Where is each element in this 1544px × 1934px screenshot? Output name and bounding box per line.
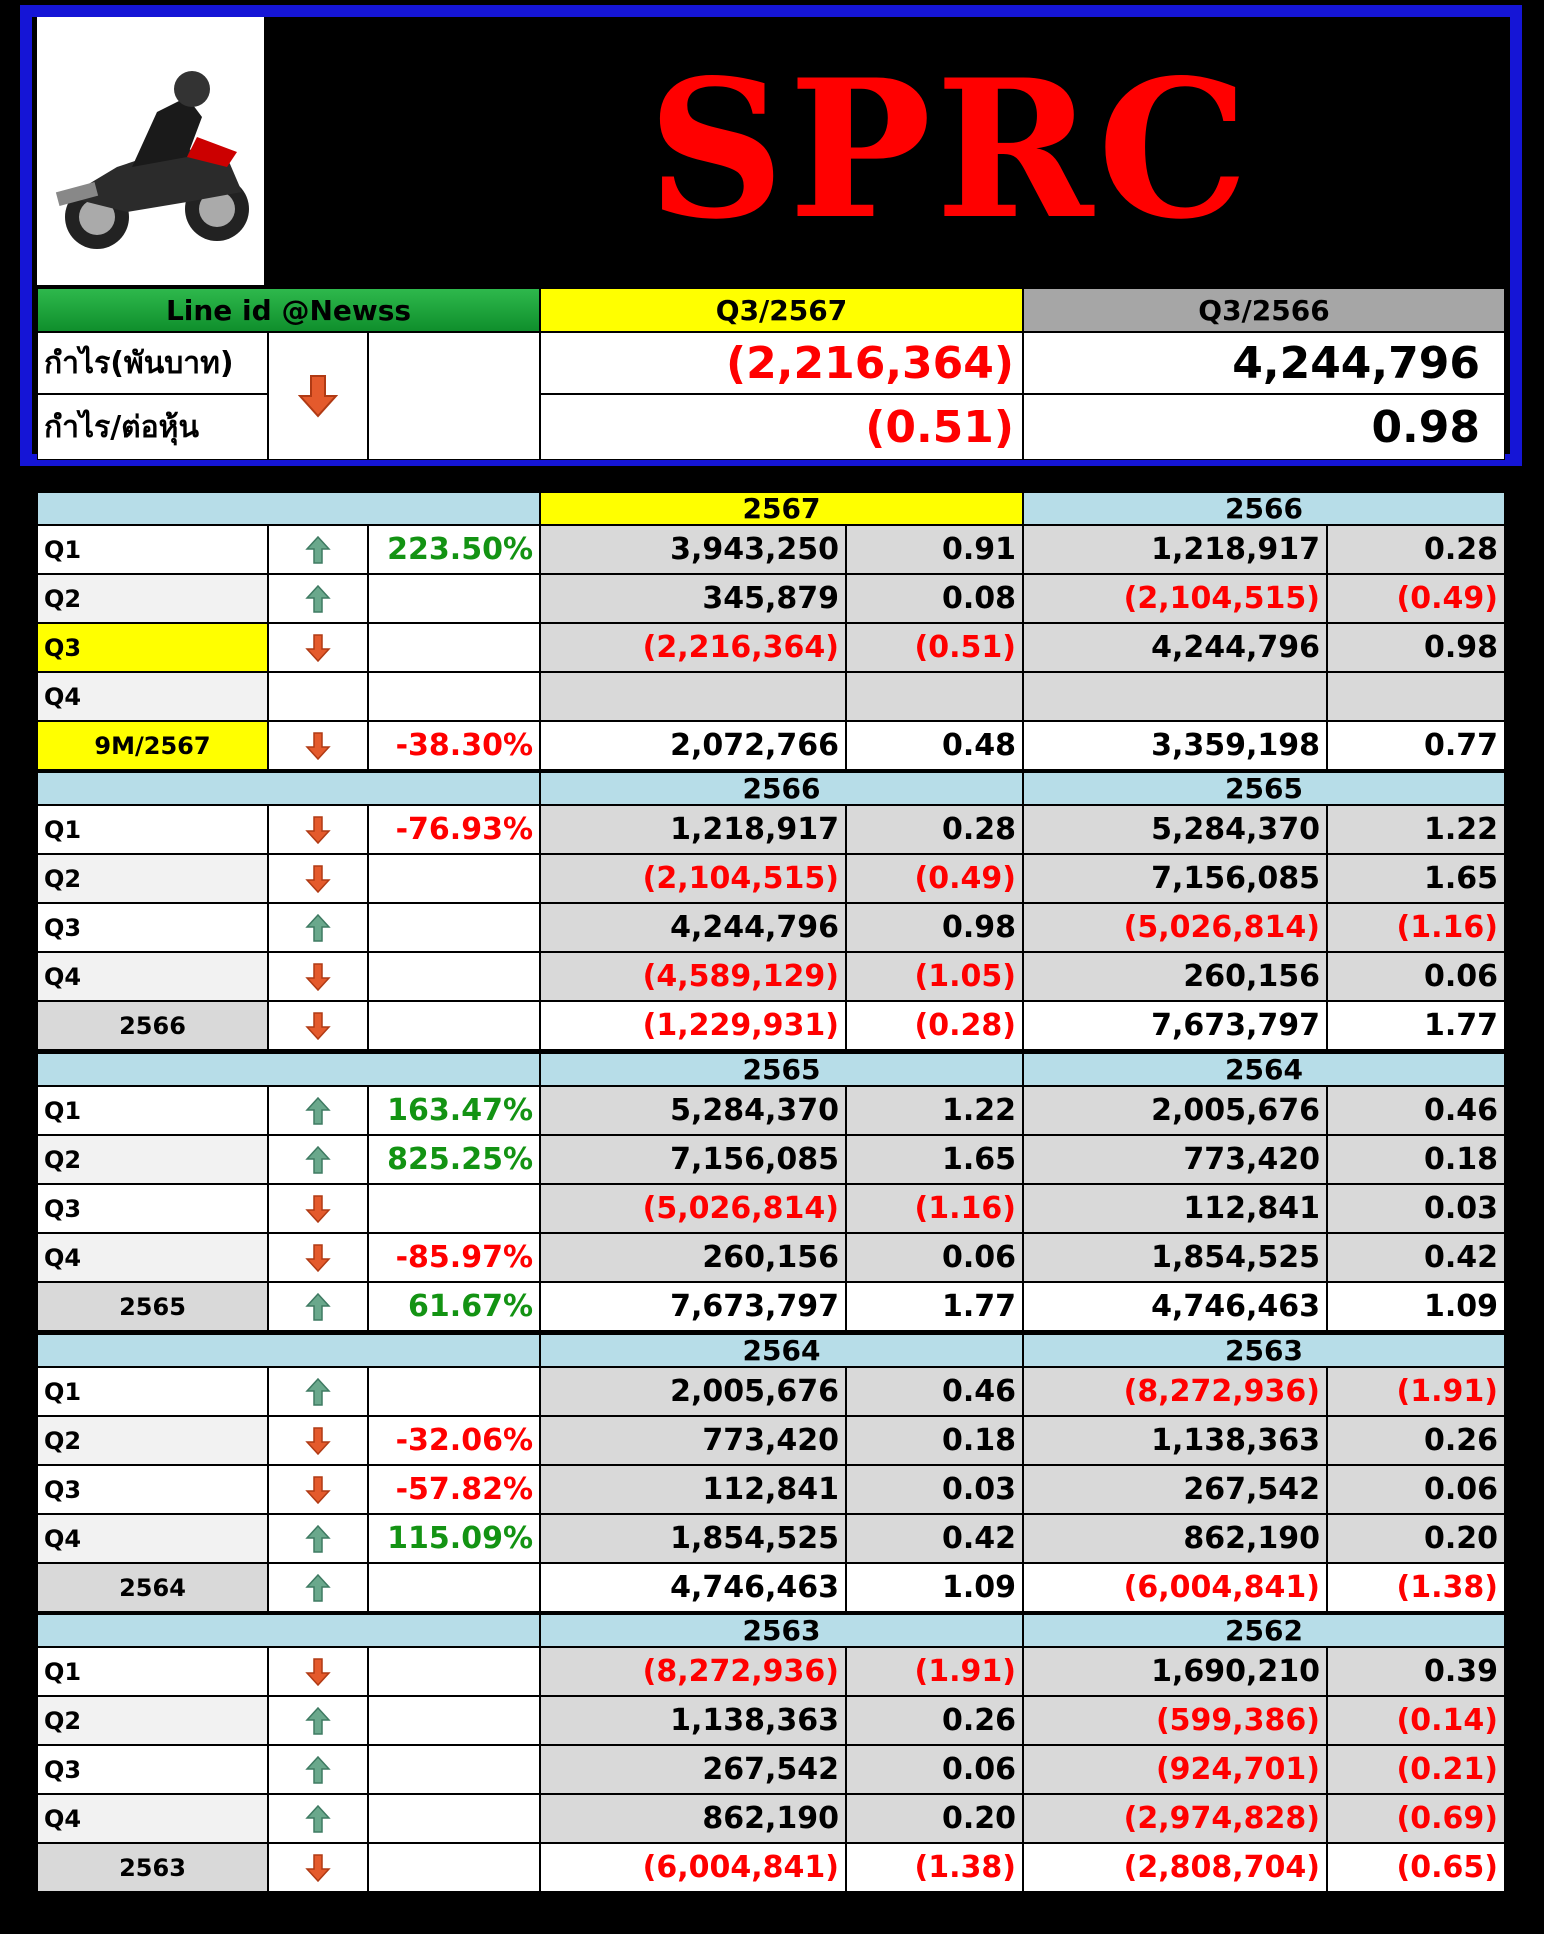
- profit-a: (2,216,364): [540, 623, 846, 672]
- profit-a: 4,746,463: [540, 1563, 846, 1612]
- eps-a: (1.16): [846, 1184, 1023, 1233]
- profit-a: (8,272,936): [540, 1647, 846, 1696]
- eps-a: 0.26: [846, 1696, 1023, 1745]
- trend-up-arrow-icon: [268, 1086, 368, 1135]
- eps-b: 1.77: [1327, 1001, 1505, 1050]
- row-label: Q4: [37, 1233, 268, 1282]
- profit-a: 7,156,085: [540, 1135, 846, 1184]
- row-label: Q1: [37, 1086, 268, 1135]
- eps-b: 0.03: [1327, 1184, 1505, 1233]
- change-percent: [368, 1843, 540, 1892]
- eps-a: 1.65: [846, 1135, 1023, 1184]
- trend-down-arrow-icon: [268, 1465, 368, 1514]
- section-year-a: 2565: [540, 1053, 1023, 1086]
- trend-down-arrow-icon: [268, 854, 368, 903]
- profit-b: 1,138,363: [1023, 1416, 1327, 1465]
- eps-b: (1.91): [1327, 1367, 1505, 1416]
- row-label: Q2: [37, 574, 268, 623]
- eps-a: 0.20: [846, 1794, 1023, 1843]
- profit-a: (6,004,841): [540, 1843, 846, 1892]
- section-year-b: 2563: [1023, 1334, 1505, 1367]
- trend-empty: [268, 672, 368, 721]
- row-label: Q4: [37, 1794, 268, 1843]
- eps-a: 0.28: [846, 805, 1023, 854]
- change-percent: 163.47%: [368, 1086, 540, 1135]
- eps-a: 0.03: [846, 1465, 1023, 1514]
- row-label: Q2: [37, 1696, 268, 1745]
- eps-a: 1.22: [846, 1086, 1023, 1135]
- profit-a: 260,156: [540, 1233, 846, 1282]
- eps-b: (0.49): [1327, 574, 1505, 623]
- eps-b: 0.18: [1327, 1135, 1505, 1184]
- row-label: Q4: [37, 672, 268, 721]
- eps-a: 0.48: [846, 721, 1023, 770]
- eps-b: (0.69): [1327, 1794, 1505, 1843]
- row-label: Q4: [37, 1514, 268, 1563]
- profit-b: (6,004,841): [1023, 1563, 1327, 1612]
- change-percent: -85.97%: [368, 1233, 540, 1282]
- profit-label: กำไร(พันบาท): [37, 332, 268, 394]
- section-year-b: 2564: [1023, 1053, 1505, 1086]
- change-percent: -76.93%: [368, 805, 540, 854]
- eps-a: 0.46: [846, 1367, 1023, 1416]
- eps-a: 0.06: [846, 1233, 1023, 1282]
- change-percent: [368, 1184, 540, 1233]
- section-year-a: 2566: [540, 772, 1023, 805]
- profit-b: (2,974,828): [1023, 1794, 1327, 1843]
- profit-a: 1,218,917: [540, 805, 846, 854]
- eps-b: 1.65: [1327, 854, 1505, 903]
- trend-up-arrow-icon: [268, 903, 368, 952]
- eps-b: 0.98: [1327, 623, 1505, 672]
- trend-up-arrow-icon: [268, 1135, 368, 1184]
- profit-b: (2,808,704): [1023, 1843, 1327, 1892]
- trend-down-arrow-icon: [268, 1416, 368, 1465]
- trend-up-arrow-icon: [268, 525, 368, 574]
- profit-a: 1,854,525: [540, 1514, 846, 1563]
- row-label: 9M/2567: [37, 721, 268, 770]
- profit-b: 1,854,525: [1023, 1233, 1327, 1282]
- profit-a: 267,542: [540, 1745, 846, 1794]
- profit-a: 7,673,797: [540, 1282, 846, 1331]
- change-percent: [368, 1001, 540, 1050]
- eps-b: 1.22: [1327, 805, 1505, 854]
- section-year-a: 2567: [540, 492, 1023, 525]
- section-year-b: 2562: [1023, 1614, 1505, 1647]
- change-percent: 223.50%: [368, 525, 540, 574]
- previous-profit-value: 4,244,796: [1023, 332, 1505, 394]
- profit-b: (8,272,936): [1023, 1367, 1327, 1416]
- row-label: 2563: [37, 1843, 268, 1892]
- eps-label: กำไร/ต่อหุ้น: [37, 394, 268, 460]
- profit-b: (924,701): [1023, 1745, 1327, 1794]
- row-label: Q2: [37, 1416, 268, 1465]
- change-percent: 115.09%: [368, 1514, 540, 1563]
- eps-a: (0.49): [846, 854, 1023, 903]
- profit-b: 1,690,210: [1023, 1647, 1327, 1696]
- eps-b: [1327, 672, 1505, 721]
- profit-b: 862,190: [1023, 1514, 1327, 1563]
- eps-a: (1.05): [846, 952, 1023, 1001]
- eps-b: 0.39: [1327, 1647, 1505, 1696]
- trend-down-arrow-icon: [268, 1184, 368, 1233]
- change-percent: [368, 952, 540, 1001]
- section-header-blank: [37, 492, 540, 525]
- profit-b: 7,156,085: [1023, 854, 1327, 903]
- eps-a: (0.28): [846, 1001, 1023, 1050]
- profit-a: 773,420: [540, 1416, 846, 1465]
- profit-b: 267,542: [1023, 1465, 1327, 1514]
- trend-up-arrow-icon: [268, 1794, 368, 1843]
- change-percent: [368, 1647, 540, 1696]
- profit-a: 112,841: [540, 1465, 846, 1514]
- change-percent: -32.06%: [368, 1416, 540, 1465]
- profit-b: [1023, 672, 1327, 721]
- eps-b: (1.38): [1327, 1563, 1505, 1612]
- eps-a: [846, 672, 1023, 721]
- trend-up-arrow-icon: [268, 1514, 368, 1563]
- previous-eps-value: 0.98: [1023, 394, 1505, 460]
- change-percent: [368, 854, 540, 903]
- profit-b: 5,284,370: [1023, 805, 1327, 854]
- eps-a: 0.06: [846, 1745, 1023, 1794]
- change-percent: [368, 903, 540, 952]
- change-percent: -57.82%: [368, 1465, 540, 1514]
- row-label: Q1: [37, 1647, 268, 1696]
- profit-b: 4,746,463: [1023, 1282, 1327, 1331]
- eps-b: (0.14): [1327, 1696, 1505, 1745]
- change-percent: [368, 623, 540, 672]
- trend-up-arrow-icon: [268, 1696, 368, 1745]
- eps-b: 0.28: [1327, 525, 1505, 574]
- ticker-title: SPRC: [647, 38, 1253, 261]
- trend-down-arrow-icon: [268, 952, 368, 1001]
- profit-a: 3,943,250: [540, 525, 846, 574]
- eps-b: (0.65): [1327, 1843, 1505, 1892]
- eps-b: 0.26: [1327, 1416, 1505, 1465]
- change-percent: [368, 1696, 540, 1745]
- eps-b: (0.21): [1327, 1745, 1505, 1794]
- row-label: Q3: [37, 623, 268, 672]
- row-label: Q2: [37, 1135, 268, 1184]
- current-profit-value: (2,216,364): [540, 332, 1023, 394]
- trend-down-arrow-icon: [268, 1647, 368, 1696]
- profit-a: 1,138,363: [540, 1696, 846, 1745]
- eps-a: 0.08: [846, 574, 1023, 623]
- eps-b: 0.77: [1327, 721, 1505, 770]
- row-label: 2566: [37, 1001, 268, 1050]
- row-label: Q1: [37, 1367, 268, 1416]
- change-percent: [368, 1563, 540, 1612]
- profit-a: 5,284,370: [540, 1086, 846, 1135]
- eps-b: 0.06: [1327, 1465, 1505, 1514]
- row-label: 2565: [37, 1282, 268, 1331]
- eps-a: 0.98: [846, 903, 1023, 952]
- trend-down-arrow-icon: [268, 1233, 368, 1282]
- eps-b: 0.20: [1327, 1514, 1505, 1563]
- row-label: Q4: [37, 952, 268, 1001]
- profit-b: 1,218,917: [1023, 525, 1327, 574]
- eps-b: (1.16): [1327, 903, 1505, 952]
- row-label: 2564: [37, 1563, 268, 1612]
- trend-down-arrow-icon: [268, 1001, 368, 1050]
- row-label: Q3: [37, 1465, 268, 1514]
- profit-a: (5,026,814): [540, 1184, 846, 1233]
- trend-down-arrow-icon: [268, 623, 368, 672]
- row-label: Q1: [37, 525, 268, 574]
- profit-b: 7,673,797: [1023, 1001, 1327, 1050]
- row-label: Q3: [37, 1745, 268, 1794]
- eps-b: 1.09: [1327, 1282, 1505, 1331]
- profit-b: (5,026,814): [1023, 903, 1327, 952]
- eps-a: 0.42: [846, 1514, 1023, 1563]
- profit-a: 4,244,796: [540, 903, 846, 952]
- change-percent: 825.25%: [368, 1135, 540, 1184]
- eps-b: 0.06: [1327, 952, 1505, 1001]
- change-percent: [368, 672, 540, 721]
- trend-up-arrow-icon: [268, 1367, 368, 1416]
- eps-a: (1.38): [846, 1843, 1023, 1892]
- profit-a: 2,072,766: [540, 721, 846, 770]
- change-percent: [368, 574, 540, 623]
- profit-a: 862,190: [540, 1794, 846, 1843]
- header-trend-down-icon: [268, 332, 368, 460]
- section-header-blank: [37, 1334, 540, 1367]
- section-header-blank: [37, 772, 540, 805]
- eps-a: 1.09: [846, 1563, 1023, 1612]
- change-percent: -38.30%: [368, 721, 540, 770]
- profit-a: (1,229,931): [540, 1001, 846, 1050]
- trend-down-arrow-icon: [268, 721, 368, 770]
- eps-a: (0.51): [846, 623, 1023, 672]
- change-percent: [368, 1367, 540, 1416]
- trend-up-arrow-icon: [268, 574, 368, 623]
- eps-b: 0.46: [1327, 1086, 1505, 1135]
- eps-a: 0.91: [846, 525, 1023, 574]
- change-percent: [368, 1745, 540, 1794]
- section-header-blank: [37, 1053, 540, 1086]
- section-year-b: 2565: [1023, 772, 1505, 805]
- profit-a: 2,005,676: [540, 1367, 846, 1416]
- trend-up-arrow-icon: [268, 1282, 368, 1331]
- current-eps-value: (0.51): [540, 394, 1023, 460]
- header-blank-cell: [368, 332, 540, 460]
- profit-a: (2,104,515): [540, 854, 846, 903]
- row-label: Q1: [37, 805, 268, 854]
- row-label: Q2: [37, 854, 268, 903]
- section-year-a: 2563: [540, 1614, 1023, 1647]
- profit-a: [540, 672, 846, 721]
- motorcycle-logo: [37, 17, 264, 285]
- eps-a: (1.91): [846, 1647, 1023, 1696]
- eps-b: 0.42: [1327, 1233, 1505, 1282]
- profit-b: 773,420: [1023, 1135, 1327, 1184]
- section-year-a: 2564: [540, 1334, 1023, 1367]
- trend-up-arrow-icon: [268, 1745, 368, 1794]
- eps-a: 0.18: [846, 1416, 1023, 1465]
- profit-b: (2,104,515): [1023, 574, 1327, 623]
- trend-up-arrow-icon: [268, 1563, 368, 1612]
- section-header-blank: [37, 1614, 540, 1647]
- profit-a: (4,589,129): [540, 952, 846, 1001]
- profit-b: 112,841: [1023, 1184, 1327, 1233]
- previous-quarter-header: Q3/2566: [1023, 288, 1505, 332]
- profit-b: 4,244,796: [1023, 623, 1327, 672]
- profit-b: 2,005,676: [1023, 1086, 1327, 1135]
- row-label: Q3: [37, 903, 268, 952]
- current-quarter-header: Q3/2567: [540, 288, 1023, 332]
- change-percent: 61.67%: [368, 1282, 540, 1331]
- profit-b: 260,156: [1023, 952, 1327, 1001]
- eps-a: 1.77: [846, 1282, 1023, 1331]
- row-label: Q3: [37, 1184, 268, 1233]
- change-percent: [368, 1794, 540, 1843]
- trend-down-arrow-icon: [268, 1843, 368, 1892]
- trend-down-arrow-icon: [268, 805, 368, 854]
- line-id-header: Line id @Newss: [37, 288, 540, 332]
- section-year-b: 2566: [1023, 492, 1505, 525]
- profit-b: (599,386): [1023, 1696, 1327, 1745]
- profit-a: 345,879: [540, 574, 846, 623]
- profit-b: 3,359,198: [1023, 721, 1327, 770]
